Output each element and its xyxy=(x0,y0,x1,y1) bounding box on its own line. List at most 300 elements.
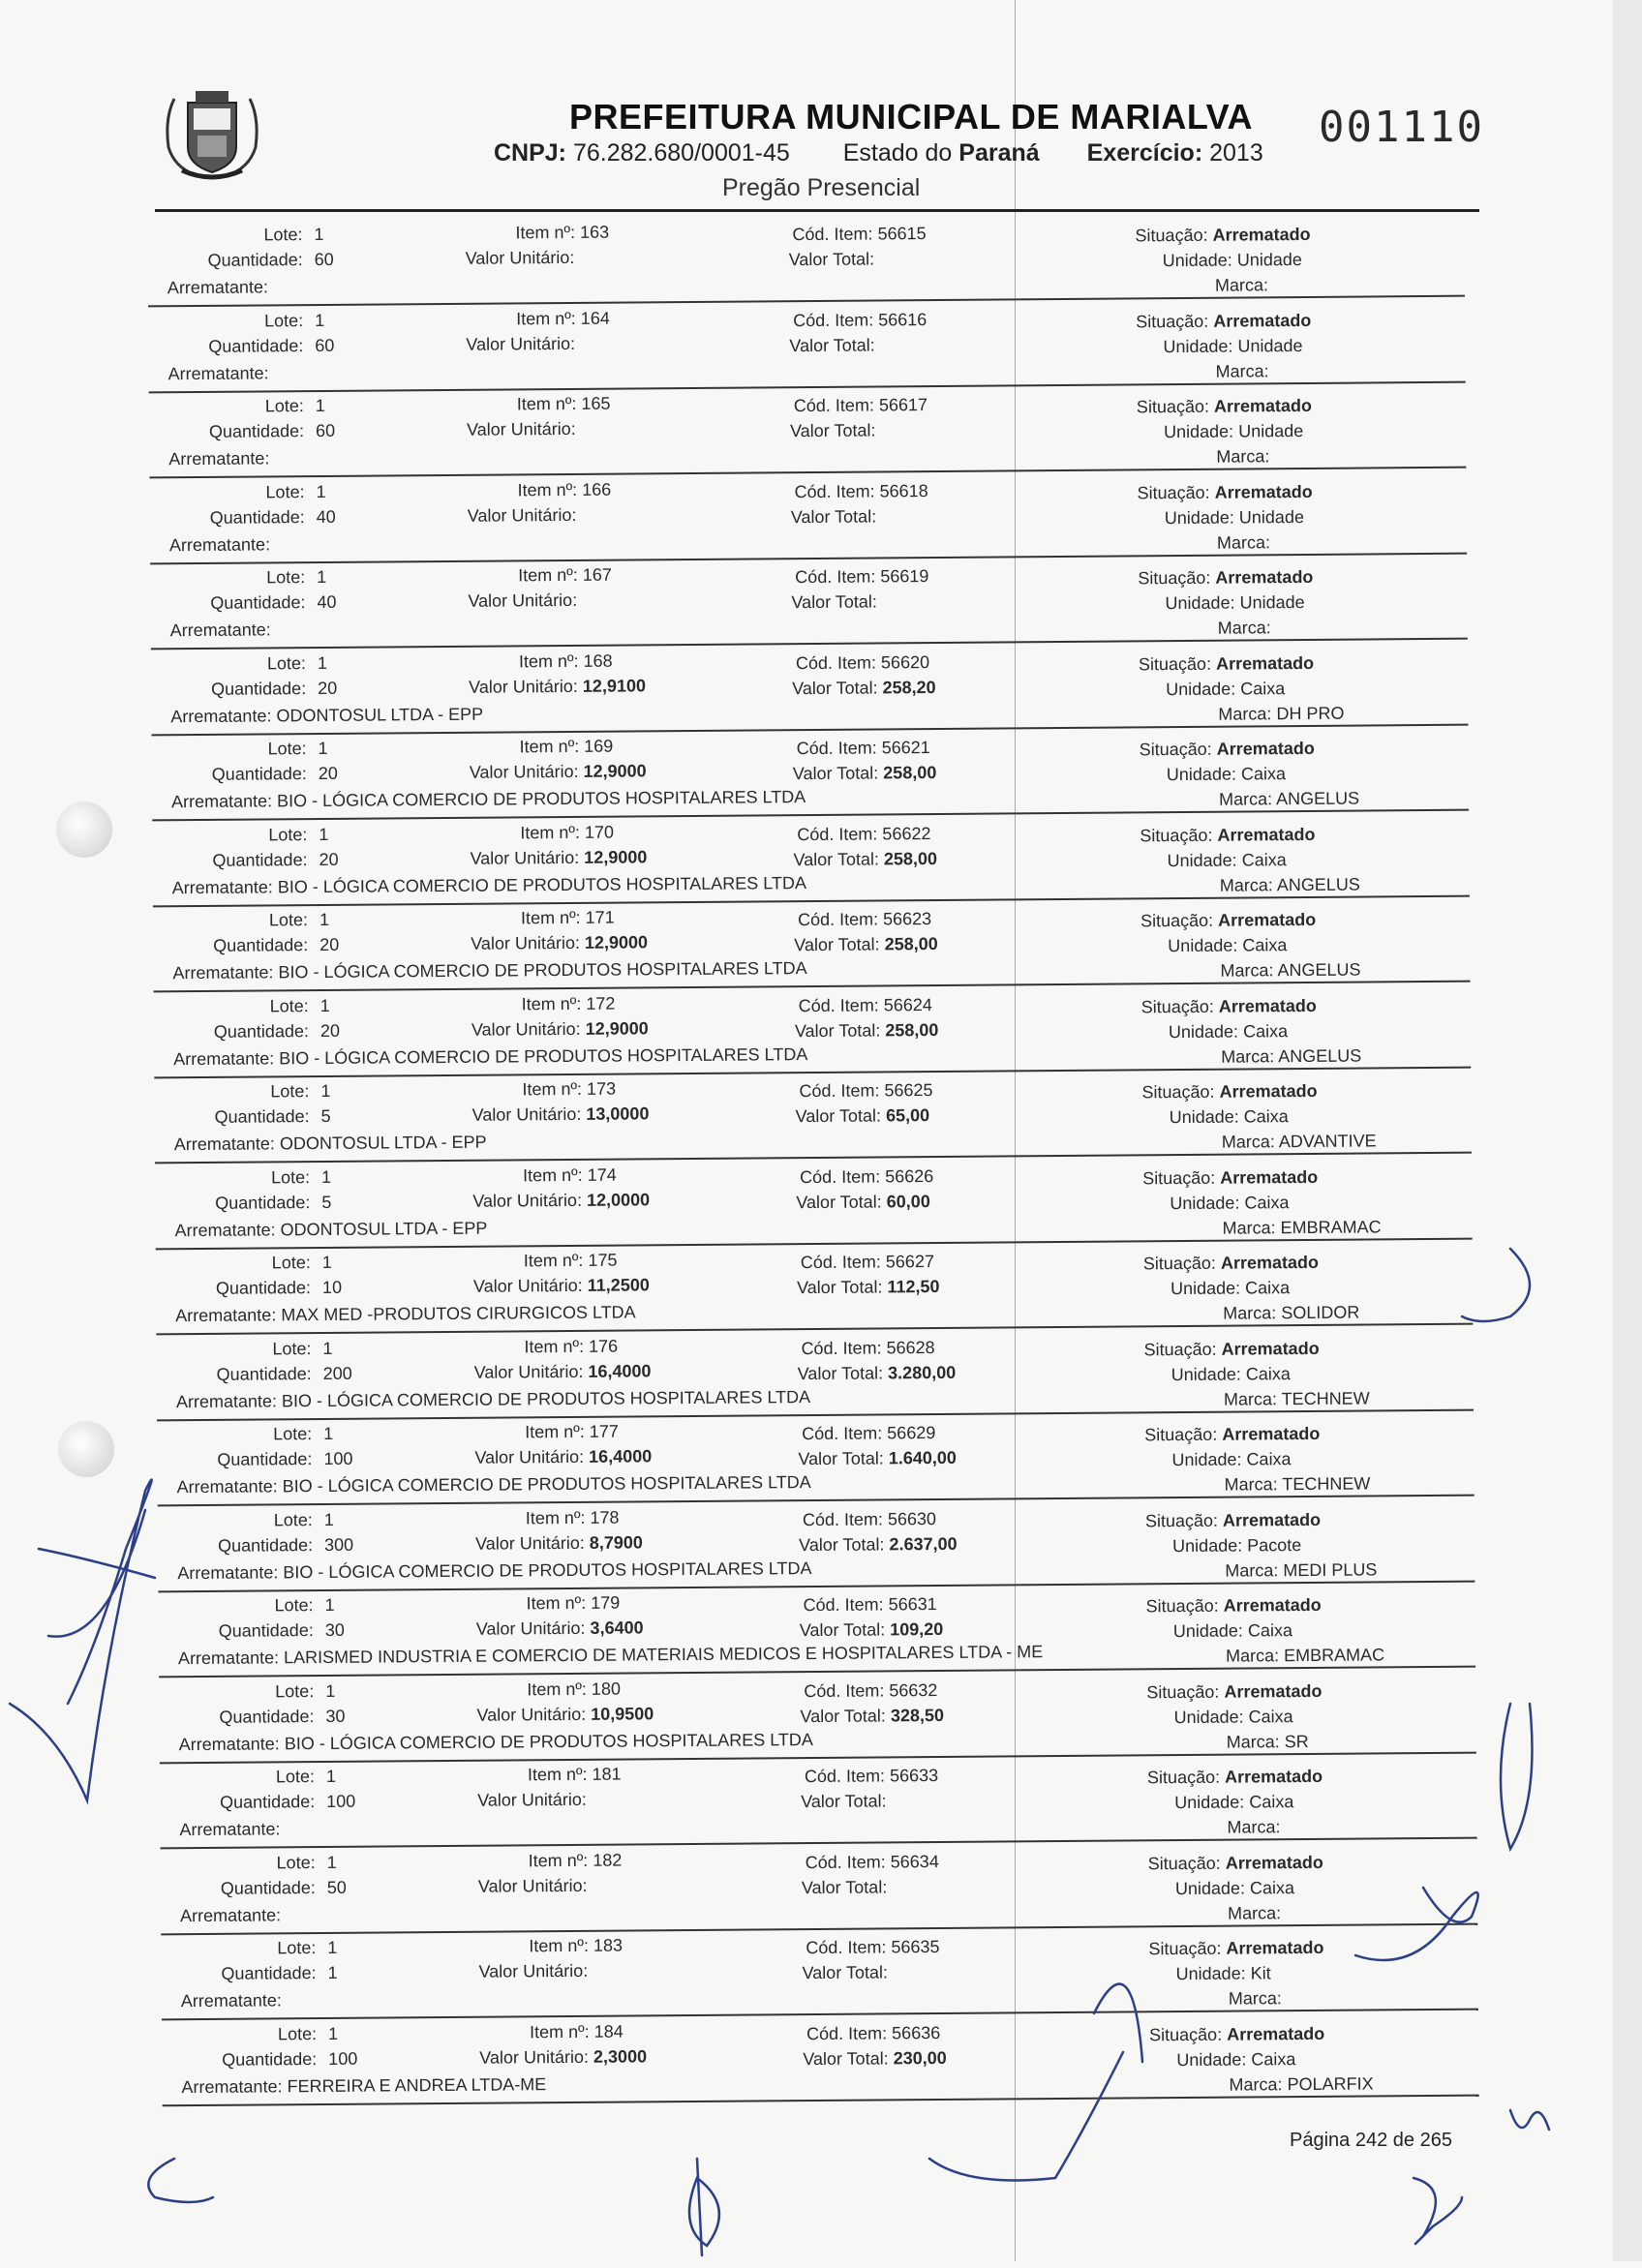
cod-item-label: Cód. Item: xyxy=(804,1594,884,1615)
valor-unitario-label: Valor Unitário: xyxy=(470,762,579,782)
situacao-value: Arrematado xyxy=(1227,2023,1324,2043)
unidade-value: Caixa xyxy=(1246,1364,1291,1383)
arrematante-field xyxy=(170,704,483,727)
lote-label: Lote: xyxy=(274,1595,313,1615)
valor-unitario-label: Valor Unitário: xyxy=(471,933,580,953)
cod-item-label: Cód. Item: xyxy=(799,995,879,1015)
quantidade-label: Quantidade: xyxy=(212,764,307,784)
cod-item-label: Cód. Item: xyxy=(800,1166,880,1187)
item-row xyxy=(137,212,1465,308)
item-row xyxy=(148,1583,1475,1678)
page-total: 265 xyxy=(1420,2130,1452,2151)
item-label: Item nº: xyxy=(526,1593,586,1613)
lote-label: Lote: xyxy=(264,311,303,330)
cod-item-field xyxy=(796,652,929,674)
marca-field xyxy=(1222,1131,1377,1152)
situacao-field xyxy=(1145,1509,1321,1530)
valor-unitario-field xyxy=(479,2046,647,2068)
lote-field xyxy=(152,2024,317,2045)
valor-unitario-value: 12,9000 xyxy=(586,1018,649,1039)
valor-unitario-field xyxy=(476,1618,644,1639)
unidade-value: Caixa xyxy=(1246,1449,1291,1468)
unidade-label: Unidade: xyxy=(1176,2049,1246,2070)
unidade-label: Unidade: xyxy=(1164,422,1233,442)
valor-unitario-field xyxy=(477,1790,587,1811)
marca-value: ADVANTIVE xyxy=(1279,1131,1377,1151)
situacao-value: Arrematado xyxy=(1226,1852,1323,1872)
valor-unitario-field xyxy=(478,1875,588,1896)
valor-unitario-value: 12,9100 xyxy=(583,676,646,696)
valor-total-field xyxy=(796,1105,930,1127)
arrematante-field xyxy=(172,958,806,983)
item-number-field xyxy=(520,737,614,758)
item-label: Item nº: xyxy=(522,1079,582,1099)
arrematante-field xyxy=(167,277,268,298)
unidade-field xyxy=(1165,506,1304,528)
item-label: Item nº: xyxy=(528,1765,588,1784)
item-row xyxy=(139,469,1467,564)
lote-label: Lote: xyxy=(271,1167,310,1187)
arrematante-field xyxy=(180,1905,281,1926)
item-label: Item nº: xyxy=(522,993,582,1013)
cod-item-label: Cód. Item: xyxy=(794,395,874,415)
situacao-value: Arrematado xyxy=(1224,1595,1322,1616)
unidade-field xyxy=(1163,336,1302,357)
item-value: 163 xyxy=(580,223,609,242)
lote-label: Lote: xyxy=(277,1938,316,1957)
cod-item-value: 56632 xyxy=(889,1680,937,1700)
quantidade-field xyxy=(145,1193,310,1214)
valor-total-field xyxy=(797,1277,940,1298)
valor-unitario-field xyxy=(470,847,647,868)
valor-unitario-label: Valor Unitário: xyxy=(474,1361,584,1381)
marca-field xyxy=(1220,960,1360,982)
unidade-label: Unidade: xyxy=(1170,1193,1239,1213)
situacao-value: Arrematado xyxy=(1217,824,1315,844)
situacao-label: Situação: xyxy=(1148,1853,1221,1873)
situacao-label: Situação: xyxy=(1143,1254,1216,1274)
marca-label: Marca: xyxy=(1228,1903,1281,1922)
quantidade-label: Quantidade: xyxy=(212,850,307,870)
quantidade-field xyxy=(138,250,303,271)
item-row xyxy=(143,897,1471,993)
situacao-label: Situação: xyxy=(1142,1167,1215,1188)
valor-unitario-field xyxy=(473,1275,650,1296)
item-number-field xyxy=(521,908,615,929)
valor-total-label: Valor Total: xyxy=(803,2048,889,2069)
state-prefix: Estado do xyxy=(843,139,953,166)
cod-item-value: 56627 xyxy=(886,1252,934,1271)
unidade-value: Caixa xyxy=(1243,1021,1288,1041)
lote-field xyxy=(148,1510,313,1531)
unidade-field xyxy=(1172,1535,1301,1557)
unidade-field xyxy=(1175,1878,1294,1899)
unidade-field xyxy=(1176,2049,1295,2071)
valor-total-field xyxy=(793,763,937,784)
item-row xyxy=(150,1754,1477,1850)
cod-item-field xyxy=(794,481,927,502)
valor-total-value: 258,00 xyxy=(885,1019,938,1039)
quantidade-label: Quantidade: xyxy=(217,1449,312,1469)
marca-value: ANGELUS xyxy=(1276,789,1359,809)
marca-value: TECHNEW xyxy=(1282,1473,1370,1494)
item-label: Item nº: xyxy=(521,908,581,927)
lote-field xyxy=(149,1595,314,1617)
valor-total-value: 258,00 xyxy=(885,934,938,953)
item-value: 180 xyxy=(592,1678,621,1698)
lote-value: 1 xyxy=(328,2023,338,2043)
unidade-value: Unidade xyxy=(1239,506,1304,527)
item-row xyxy=(152,2011,1479,2106)
situacao-field xyxy=(1138,481,1313,502)
valor-unitario-field xyxy=(472,1104,650,1125)
cod-item-label: Cód. Item: xyxy=(801,1252,881,1272)
quantidade-label: Quantidade: xyxy=(218,1535,313,1556)
valor-unitario-field xyxy=(468,590,577,612)
valor-unitario-label: Valor Unitário: xyxy=(476,1618,586,1639)
arrematante-field xyxy=(172,873,806,898)
quantidade-label: Quantidade: xyxy=(222,2049,317,2070)
lote-field xyxy=(150,1767,315,1788)
item-row xyxy=(146,1325,1474,1421)
cnpj-label: CNPJ: xyxy=(494,139,566,166)
cod-item-label: Cód. Item: xyxy=(805,1766,885,1786)
lote-field xyxy=(144,1081,309,1103)
valor-total-field xyxy=(789,249,875,270)
marca-field xyxy=(1218,703,1344,724)
lote-label: Lote: xyxy=(263,225,302,244)
lote-field xyxy=(140,567,305,589)
quantidade-field xyxy=(143,935,308,956)
unidade-value: Caixa xyxy=(1244,1193,1289,1212)
quantidade-value: 40 xyxy=(317,592,336,613)
item-row xyxy=(146,1240,1474,1336)
unidade-field xyxy=(1170,1193,1289,1214)
valor-total-value: 258,20 xyxy=(882,677,935,696)
cod-item-label: Cód. Item: xyxy=(797,824,877,844)
arrematante-value: BIO - LÓGICA COMERCIO DE PRODUTOS HOSPITALARES LTDA xyxy=(278,958,806,982)
item-label: Item nº: xyxy=(520,822,580,841)
valor-unitario-value: 12,9000 xyxy=(585,932,648,953)
quantidade-label: Quantidade: xyxy=(219,1707,314,1727)
cod-item-value: 56636 xyxy=(892,2022,940,2041)
valor-unitario-value: 12,9000 xyxy=(583,761,646,781)
cod-item-field xyxy=(806,2022,940,2043)
valor-total-field xyxy=(802,1877,888,1898)
item-label: Item nº: xyxy=(517,394,577,413)
cod-item-field xyxy=(797,824,930,845)
marca-field xyxy=(1216,446,1269,467)
unidade-field xyxy=(1171,1449,1291,1470)
arrematante-value: BIO - LÓGICA COMERCIO DE PRODUTOS HOSPITALARES LTDA xyxy=(278,873,806,896)
situacao-value: Arrematado xyxy=(1213,310,1311,330)
situacao-field xyxy=(1135,225,1310,246)
lote-field xyxy=(146,1339,311,1360)
marca-value: MEDI PLUS xyxy=(1283,1559,1377,1580)
quantidade-value: 100 xyxy=(323,1449,352,1469)
arrematante-label: Arrematante: xyxy=(177,1476,278,1497)
quantidade-value: 200 xyxy=(323,1363,352,1383)
unidade-label: Unidade: xyxy=(1171,1279,1240,1299)
item-value: 183 xyxy=(593,1936,623,1955)
marca-field xyxy=(1225,1473,1371,1495)
situacao-label: Situação: xyxy=(1135,226,1207,246)
valor-total-label: Valor Total: xyxy=(798,1448,884,1468)
lote-field xyxy=(144,996,309,1017)
quantidade-field xyxy=(151,1878,316,1899)
unidade-value: Caixa xyxy=(1245,1278,1290,1297)
valor-total-field xyxy=(791,506,877,528)
situacao-value: Arrematado xyxy=(1215,567,1313,588)
marca-label: Marca: xyxy=(1215,275,1268,294)
valor-unitario-value: 16,4000 xyxy=(588,1361,651,1381)
valor-unitario-field xyxy=(471,1018,649,1040)
cod-item-label: Cód. Item: xyxy=(796,652,876,673)
item-label: Item nº: xyxy=(520,737,580,756)
marca-field xyxy=(1227,1731,1309,1752)
item-value: 169 xyxy=(584,737,613,756)
lote-field xyxy=(151,1853,316,1874)
lote-field xyxy=(139,482,304,503)
lote-value: 1 xyxy=(316,396,325,416)
valor-total-label: Valor Total: xyxy=(800,1619,886,1640)
marca-label: Marca: xyxy=(1216,361,1269,380)
unidade-field xyxy=(1171,1364,1291,1385)
quantidade-label: Quantidade: xyxy=(208,250,303,270)
item-label: Item nº: xyxy=(527,1678,587,1698)
marca-label: Marca: xyxy=(1222,1132,1275,1151)
item-row xyxy=(149,1668,1476,1764)
cod-item-label: Cód. Item: xyxy=(799,1080,879,1101)
item-number-field xyxy=(522,993,616,1014)
situacao-label: Situação: xyxy=(1139,653,1211,674)
unidade-field xyxy=(1173,1620,1292,1642)
item-row xyxy=(151,1925,1478,2021)
cnpj-value: 76.282.680/0001-45 xyxy=(573,139,790,166)
item-number-field xyxy=(517,479,611,500)
cod-item-label: Cód. Item: xyxy=(793,310,873,330)
unidade-label: Unidade: xyxy=(1166,679,1235,699)
valor-total-field xyxy=(800,1619,944,1641)
item-row xyxy=(138,297,1466,393)
lote-value: 1 xyxy=(318,652,327,673)
arrematante-label: Arrematante: xyxy=(174,1134,275,1154)
valor-total-field xyxy=(791,591,877,613)
unidade-label: Unidade: xyxy=(1172,1535,1242,1556)
item-value: 182 xyxy=(593,1850,622,1869)
situacao-value: Arrematado xyxy=(1222,1338,1320,1358)
unidade-label: Unidade: xyxy=(1176,1964,1246,1984)
marca-field xyxy=(1227,1817,1280,1837)
arrematante-label: Arrematante: xyxy=(174,1220,275,1240)
arrematante-label: Arrematante: xyxy=(181,1990,282,2011)
unidade-label: Unidade: xyxy=(1167,765,1236,785)
marca-field xyxy=(1219,789,1359,810)
valor-total-field xyxy=(793,848,937,869)
lote-label: Lote: xyxy=(273,1424,312,1443)
quantidade-value: 30 xyxy=(325,1620,345,1641)
cod-item-value: 56629 xyxy=(887,1423,935,1442)
cod-item-field xyxy=(803,1509,936,1530)
cod-item-field xyxy=(799,995,932,1016)
quantidade-label: Quantidade: xyxy=(220,1792,315,1812)
valor-unitario-label: Valor Unitário: xyxy=(478,1875,588,1895)
lote-label: Lote: xyxy=(268,739,307,758)
cod-item-value: 56631 xyxy=(889,1594,937,1614)
arrematante-field xyxy=(171,787,806,812)
state-value: Paraná xyxy=(958,139,1039,166)
valor-total-field xyxy=(801,1791,887,1812)
quantidade-value: 20 xyxy=(320,1020,340,1041)
lote-value: 1 xyxy=(327,1852,337,1872)
unidade-value: Unidade xyxy=(1237,250,1302,270)
valor-unitario-label: Valor Unitário: xyxy=(467,419,576,439)
situacao-label: Situação: xyxy=(1140,740,1212,760)
arrematante-label: Arrematante: xyxy=(170,620,271,640)
unidade-field xyxy=(1171,1278,1290,1299)
quantidade-field xyxy=(150,1792,315,1813)
item-label: Item nº: xyxy=(524,1251,584,1270)
situacao-field xyxy=(1136,310,1311,331)
item-row xyxy=(147,1411,1475,1507)
quantidade-field xyxy=(138,336,303,357)
lote-field xyxy=(147,1424,312,1445)
quantidade-value: 60 xyxy=(316,421,335,441)
exercise-year: 2013 xyxy=(1209,139,1263,166)
item-row xyxy=(142,811,1470,907)
quantidade-field xyxy=(145,1106,310,1128)
arrematante-field xyxy=(179,1819,280,1840)
situacao-label: Situação: xyxy=(1141,996,1214,1016)
situacao-label: Situação: xyxy=(1136,311,1208,331)
valor-total-field xyxy=(796,1192,930,1213)
cod-item-label: Cód. Item: xyxy=(795,566,875,587)
cod-item-label: Cód. Item: xyxy=(798,909,878,929)
item-value: 184 xyxy=(594,2021,623,2041)
valor-total-label: Valor Total: xyxy=(796,1105,882,1126)
item-row xyxy=(144,983,1472,1078)
item-value: 179 xyxy=(591,1593,620,1613)
marca-label: Marca: xyxy=(1218,618,1271,637)
item-label: Item nº: xyxy=(529,1850,589,1869)
quantidade-label: Quantidade: xyxy=(211,679,306,699)
arrematante-label: Arrematante: xyxy=(179,1819,280,1839)
cod-item-field xyxy=(793,310,927,331)
situacao-label: Situação: xyxy=(1149,2024,1222,2044)
lote-value: 1 xyxy=(319,739,328,759)
unidade-field xyxy=(1176,1963,1271,1984)
cod-item-field xyxy=(799,1080,932,1102)
situacao-value: Arrematado xyxy=(1215,481,1313,501)
lote-label: Lote: xyxy=(270,996,309,1015)
situacao-field xyxy=(1148,1852,1323,1873)
unidade-value: Caixa xyxy=(1242,935,1287,954)
quantidade-label: Quantidade: xyxy=(216,1278,311,1298)
marca-label: Marca: xyxy=(1217,532,1270,552)
situacao-field xyxy=(1139,652,1314,674)
valor-unitario-value: 10,9500 xyxy=(591,1704,654,1724)
valor-total-label: Valor Total: xyxy=(803,1962,889,1982)
quantidade-label: Quantidade: xyxy=(208,336,303,356)
item-number-field xyxy=(530,2021,623,2042)
valor-unitario-field xyxy=(478,1961,588,1982)
quantidade-field xyxy=(142,850,307,871)
quantidade-value: 20 xyxy=(319,935,339,955)
lote-label: Lote: xyxy=(278,2024,317,2043)
lote-field xyxy=(149,1681,314,1703)
arrematante-field xyxy=(181,1990,282,2011)
quantidade-value: 60 xyxy=(315,250,334,270)
valor-total-label: Valor Total: xyxy=(789,335,875,355)
unidade-label: Unidade: xyxy=(1168,936,1237,956)
arrematante-field xyxy=(174,1218,487,1241)
cod-item-value: 56621 xyxy=(882,738,930,757)
quantidade-label: Quantidade: xyxy=(213,935,308,955)
lote-value: 1 xyxy=(324,1509,334,1529)
situacao-field xyxy=(1140,824,1315,845)
cod-item-field xyxy=(802,1423,935,1444)
cod-item-value: 56628 xyxy=(886,1338,934,1357)
quantidade-label: Quantidade: xyxy=(217,1364,312,1384)
valor-total-label: Valor Total: xyxy=(793,763,879,783)
situacao-field xyxy=(1140,910,1316,931)
lote-value: 1 xyxy=(319,910,329,930)
marca-label: Marca: xyxy=(1229,2074,1282,2094)
marca-label: Marca: xyxy=(1229,1988,1282,2008)
marca-label: Marca: xyxy=(1219,789,1272,808)
cod-item-field xyxy=(801,1338,934,1359)
lote-field xyxy=(143,910,308,931)
unidade-value: Caixa xyxy=(1248,1620,1292,1640)
quantidade-label: Quantidade: xyxy=(215,1193,310,1213)
cod-item-field xyxy=(795,566,928,588)
cod-item-value: 56615 xyxy=(877,224,926,243)
quantidade-field xyxy=(149,1707,314,1728)
situacao-field xyxy=(1137,396,1312,417)
marca-field xyxy=(1217,532,1270,553)
situacao-value: Arrematado xyxy=(1226,1938,1323,1958)
valor-unitario-value: 13,0000 xyxy=(586,1104,649,1124)
marca-field xyxy=(1224,1388,1370,1409)
valor-total-label: Valor Total: xyxy=(795,1020,881,1041)
valor-unitario-label: Valor Unitário: xyxy=(473,1276,583,1296)
lote-value: 1 xyxy=(321,1166,331,1187)
document-subtitle: Pregão Presencial xyxy=(722,174,920,202)
situacao-value: Arrematado xyxy=(1217,739,1315,759)
cod-item-field xyxy=(806,1937,939,1958)
valor-total-value: 2.637,00 xyxy=(889,1533,957,1554)
item-number-field xyxy=(527,1678,621,1700)
quantidade-field xyxy=(142,764,307,785)
lote-field xyxy=(142,739,307,760)
marca-value: DH PRO xyxy=(1276,703,1344,723)
valor-unitario-label: Valor Unitário: xyxy=(472,1190,582,1210)
lote-value: 1 xyxy=(320,995,330,1015)
cod-item-value: 56622 xyxy=(882,824,930,843)
valor-total-label: Valor Total: xyxy=(796,1192,882,1212)
unidade-value: Caixa xyxy=(1240,679,1285,698)
valor-total-label: Valor Total: xyxy=(802,1877,888,1897)
arrematante-label: Arrematante: xyxy=(173,1048,274,1069)
item-label: Item nº: xyxy=(530,2021,590,2041)
situacao-label: Situação: xyxy=(1138,568,1210,589)
situacao-label: Situação: xyxy=(1143,1339,1216,1359)
arrematante-label: Arrematante: xyxy=(167,277,268,297)
item-number-field xyxy=(523,1164,617,1186)
lote-field xyxy=(146,1253,311,1274)
item-row xyxy=(151,1839,1478,1935)
arrematante-label: Arrematante: xyxy=(179,1734,280,1754)
